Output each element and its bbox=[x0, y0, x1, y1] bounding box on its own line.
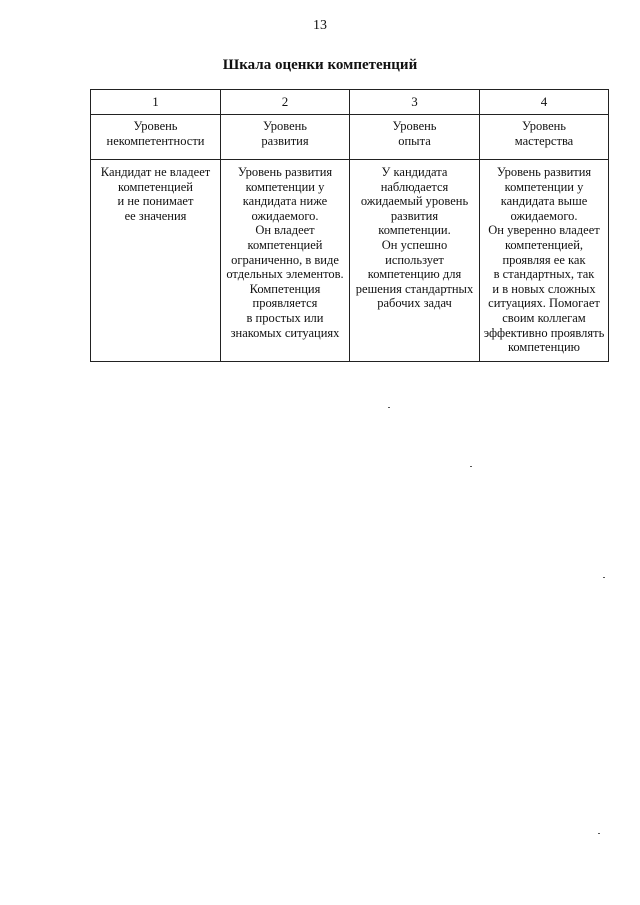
description-line: Уровень развития bbox=[496, 165, 592, 179]
level-cell-3 bbox=[350, 115, 480, 160]
description-line: ее значения bbox=[124, 208, 187, 223]
description-cell-2 bbox=[221, 160, 350, 362]
table-header-row bbox=[91, 90, 609, 115]
description-line: использует bbox=[385, 252, 444, 267]
description-line: Компетенция bbox=[249, 281, 321, 296]
description-line: компетенцией bbox=[247, 237, 323, 252]
description-line: отдельных элементов. bbox=[226, 267, 344, 282]
column-number-2: 2 bbox=[221, 90, 350, 115]
description-line: компетенцию bbox=[507, 340, 580, 355]
description-line: У кандидата bbox=[381, 165, 448, 179]
level-cell-4 bbox=[480, 115, 609, 160]
level-cell-1 bbox=[91, 115, 221, 160]
description-line: своим коллегам bbox=[502, 310, 586, 325]
description-cell-4 bbox=[480, 160, 609, 362]
description-line: ситуациях. Помогает bbox=[488, 296, 600, 311]
level-line: развития bbox=[261, 133, 309, 148]
description-line: Уровень развития bbox=[237, 165, 333, 179]
scan-speck bbox=[388, 407, 390, 408]
description-row bbox=[91, 160, 609, 362]
description-line: решения стандартных bbox=[355, 281, 474, 296]
description-line: эффективно проявлять bbox=[483, 325, 605, 340]
description-line: и не понимает bbox=[117, 194, 194, 209]
description-line: в простых или bbox=[246, 310, 324, 325]
column-number-4: 4 bbox=[480, 90, 609, 115]
scan-speck bbox=[470, 466, 472, 467]
description-line: рабочих задач bbox=[377, 296, 452, 311]
description-line: ограниченно, в виде bbox=[231, 252, 339, 267]
description-line: кандидата ниже bbox=[242, 194, 328, 209]
scan-speck bbox=[603, 577, 605, 578]
level-cell-2 bbox=[221, 115, 350, 160]
description-line: компетенции у bbox=[245, 179, 325, 194]
description-line: компетенцию для bbox=[367, 267, 462, 282]
description-line: компетенции. bbox=[378, 223, 451, 238]
description-line: ожидаемого. bbox=[510, 208, 578, 223]
page-number: 13 bbox=[313, 18, 327, 33]
level-line: некомпетентности bbox=[106, 133, 205, 148]
description-line: проявляя ее как bbox=[502, 252, 586, 267]
description-line: компетенцией bbox=[118, 179, 193, 194]
column-number-1: 1 bbox=[91, 90, 221, 115]
description-cell-3 bbox=[350, 160, 480, 362]
description-line: Кандидат не владеет bbox=[100, 165, 211, 179]
level-line: Уровень bbox=[133, 119, 178, 133]
scan-speck bbox=[598, 833, 600, 834]
level-line: опыта bbox=[398, 133, 431, 148]
description-line: ожидаемого. bbox=[251, 208, 319, 223]
description-line: кандидата выше bbox=[500, 194, 588, 209]
description-line: в стандартных, так bbox=[493, 267, 595, 282]
competency-scale-table bbox=[90, 89, 609, 362]
level-line: Уровень bbox=[262, 119, 308, 133]
level-line: Уровень bbox=[392, 119, 437, 133]
page-title: Шкала оценки компетенций bbox=[222, 57, 418, 73]
description-line: ожидаемый уровень bbox=[360, 194, 469, 209]
level-line: Уровень bbox=[521, 119, 567, 133]
description-line: знакомых ситуациях bbox=[230, 325, 340, 340]
description-line: наблюдается bbox=[380, 179, 449, 194]
description-line: компетенции у bbox=[504, 179, 584, 194]
description-line: Он владеет bbox=[255, 223, 315, 238]
description-cell-1 bbox=[91, 160, 221, 362]
description-line: Он успешно bbox=[381, 237, 448, 252]
description-line: и в новых сложных bbox=[492, 281, 596, 296]
level-row bbox=[91, 115, 609, 160]
level-line: мастерства bbox=[514, 133, 574, 148]
description-line: компетенцией, bbox=[504, 237, 584, 252]
description-line: развития bbox=[390, 208, 439, 223]
description-line: проявляется bbox=[252, 296, 318, 311]
column-number-3: 3 bbox=[350, 90, 480, 115]
description-line: Он уверенно владеет bbox=[488, 223, 600, 238]
